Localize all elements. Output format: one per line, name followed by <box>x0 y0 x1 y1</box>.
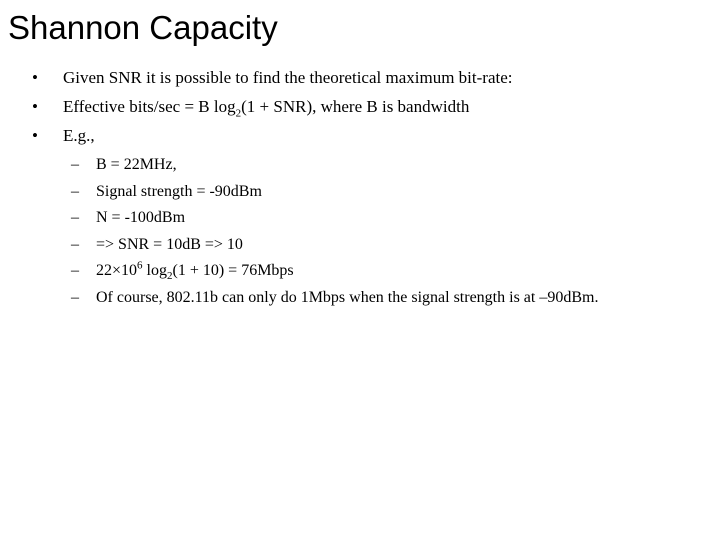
bullet-item <box>0 121 720 150</box>
sub-bullet-text: => SNR = 10dB => 10 <box>96 235 243 253</box>
sub-bullet-list <box>0 152 720 311</box>
sub-bullet-text: Signal strength = -90dBm <box>96 182 262 200</box>
bullet-item <box>0 92 720 121</box>
exponent-superscript: 6 <box>137 259 143 272</box>
formula-text: log <box>142 262 167 279</box>
formula-text: (1 + SNR), where B is bandwidth <box>241 97 470 116</box>
sub-bullet-text: Of course, 802.11b can only do 1Mbps when the signal strength is at –90dBm. <box>96 288 599 306</box>
sub-bullet-marker: – <box>71 262 79 279</box>
bullet-text: E.g., <box>63 126 95 145</box>
sub-bullet-item <box>0 152 720 179</box>
sub-bullet-marker: – <box>71 209 79 226</box>
bullet-text <box>63 92 469 121</box>
bullet-text: Given SNR it is possible to find the theoretical maximum bit-rate: <box>63 68 513 87</box>
bullet-marker: • <box>32 68 38 87</box>
sub-bullet-marker: – <box>71 156 79 173</box>
sub-bullet-item <box>0 205 720 232</box>
sub-bullet-text <box>96 258 294 285</box>
bullet-list <box>0 63 720 311</box>
bullet-item <box>0 63 720 92</box>
sub-bullet-text: B = 22MHz, <box>96 156 177 173</box>
log-base-subscript: 2 <box>235 107 242 120</box>
bullet-marker: • <box>32 97 38 116</box>
log-base-subscript: 2 <box>166 270 173 283</box>
sub-bullet-item <box>0 285 720 312</box>
slide-title: Shannon Capacity <box>8 9 278 46</box>
sub-bullet-item <box>0 179 720 206</box>
sub-bullet-marker: – <box>71 288 79 306</box>
sub-bullet-marker: – <box>71 235 79 253</box>
sub-bullet-marker: – <box>71 182 79 200</box>
formula-text: 22×10 <box>96 262 138 279</box>
formula-text: Effective bits/sec = B log <box>63 97 236 116</box>
sub-bullet-item <box>0 258 720 285</box>
formula-text: (1 + 10) = 76Mbps <box>172 262 294 279</box>
bullet-marker: • <box>32 126 38 145</box>
sub-bullet-text: N = -100dBm <box>96 209 186 226</box>
sub-bullet-item <box>0 232 720 259</box>
